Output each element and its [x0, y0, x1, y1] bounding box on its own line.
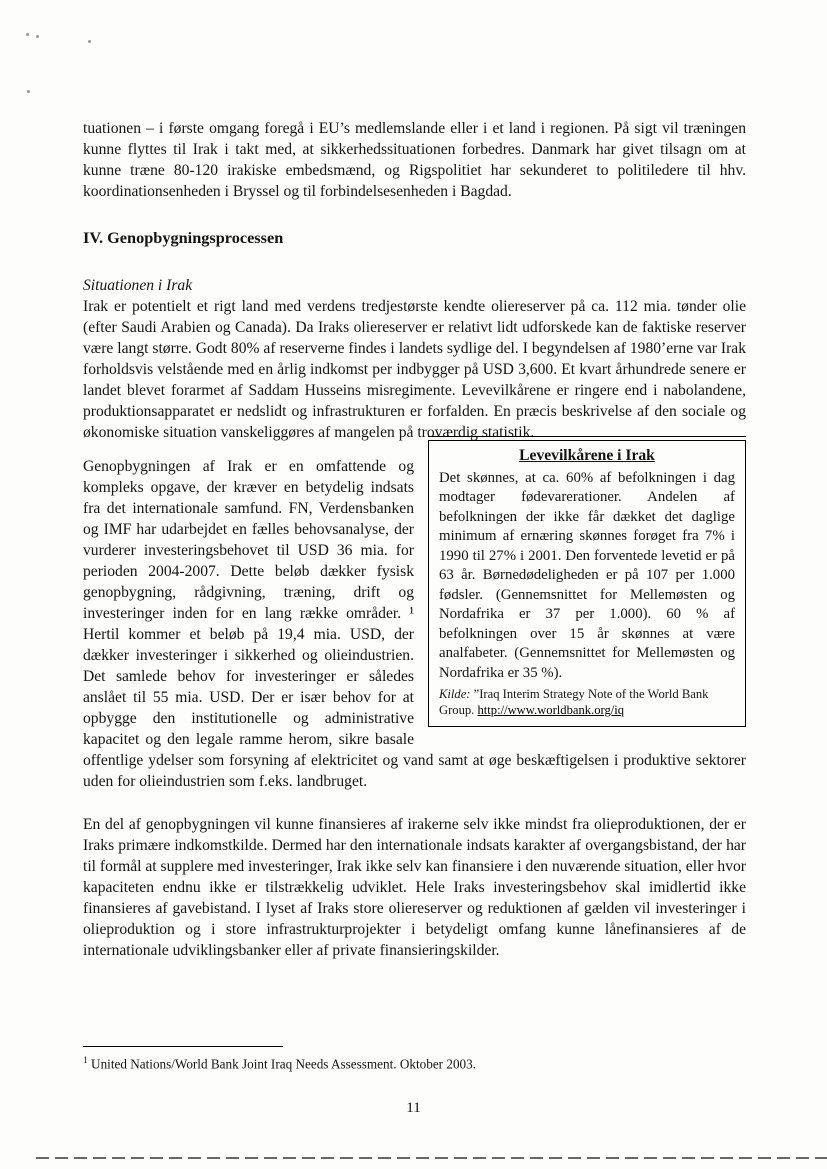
infobox-source	[439, 686, 735, 718]
infobox-body: Det skønnes, at ca. 60% af befolkningen i dag modtager fødevarerationer. Andelen af befolkningen der ikke får dækket det daglige minimum af ernæring skønnes forøget fra 7% i 1990 til 27% i 2001. Den forventede levetid er på 63 år. Børnedødeligheden er på 107 per 1.000 fødsler. (Gennemsnittet for Mellemøsten og Nordafrika er 37 per 1.000). 60 % af befolkningen over 15 år skønnes at være analfabeter. (Gennemsnittet for Mellemøsten og Nordafrika er 35 %).	[439, 469, 735, 681]
scan-artifact-dot	[36, 35, 39, 38]
scan-artifact-dot	[88, 40, 91, 43]
infobox-title: Levevilkårene i Irak	[519, 447, 655, 464]
source-text: ”Iraq Interim Strategy Note of the World Bank Group.	[439, 687, 709, 717]
situation-paragraph: Irak er potentielt et rigt land med verdens tredjestørste kendte oliereserver på ca. 112 mia. tønder olie (efter Saudi Arabien og Canada). Da Iraks oliereserver er relativt lidt udforskede kan de faktiske reserver være langt større. Godt 80% af reserverne findes i landets sydlige del. I begyndelsen af 1980’erne var Irak forholdsvis velstående med en årlig indkomst per indbygger på USD 3,600. Et kvart århundrede senere er landet blevet forarmet af Saddam Husseins misregimente. Levevilkårene er ringere end i nabolandene, produktionsapparatet er nedslidt og infrastrukturen er forfalden. En præcis beskrivelse af den sociale og økonomiske situation vanskeliggøres af mangelen på troværdig statistik.	[83, 298, 746, 441]
living-conditions-infobox	[428, 440, 746, 727]
scan-artifact-dot	[26, 33, 29, 36]
subsection-heading: Situationen i Irak	[83, 277, 193, 294]
page-content	[83, 118, 746, 961]
scan-artifact-dot	[27, 90, 30, 93]
footnote-text: United Nations/World Bank Joint Iraq Needs Assessment. Oktober 2003.	[91, 1056, 477, 1072]
page-number: 11	[406, 1100, 421, 1116]
worldbank-link[interactable]: http://www.worldbank.org/iq	[477, 703, 625, 717]
source-label: Kilde:	[439, 687, 471, 701]
footnote	[83, 1053, 746, 1072]
scan-artifact-line	[36, 1157, 827, 1159]
financing-paragraph: En del af genopbygningen vil kunne finansieres af irakerne selv ikke mindst fra olieproduktionen, der er Iraks primære indkomstkilde. Dermed har den internationale indsats karakter af overgangsbistand, der har til formål at supplere med investeringer, Irak ikke selv kan finansiere i den nuværende situation, eller hvor kapaciteten endnu ikke er tilstrækkelig udviklet. Hele Iraks investeringsbehov skal imidlertid ikke finansieres af gavebistand. I lyset af Iraks store oliereserver og reduktionen af gælden vil investeringer i olieproduktion og i store infrastrukturprojekter i betydeligt omfang kunne lånefinansieres af de internationale udviklingsbanker eller af private finansieringskilder.	[83, 816, 746, 959]
continuation-paragraph: tuationen – i første omgang foregå i EU’s medlemslande eller i et land i regionen. På sigt vil træningen kunne flyttes til Irak i takt med, at sikkerhedssituationen forbedres. Danmark har givet tilsagn om at kunne træne 80-120 irakiske embedsmænd, og Rigspolitiet har sekunderet to politiledere til hhv. koordinationsenheden i Bryssel og til forbindelsesenheden i Bagdad.	[83, 120, 746, 200]
section-heading: IV. Genopbygningsprocessen	[83, 228, 284, 247]
footnote-separator	[83, 1046, 283, 1047]
reconstruction-paragraph: Genopbygningen af Irak er en omfattende og kompleks opgave, der kræver en betydelig indsats fra det internationale samfund. FN, Verdensbanken og IMF har udarbejdet en fælles behovsanalyse, der vurderer investeringsbehovet til USD 36 mia. for perioden 2004-2007. Dette beløb dækker fysisk genopbygning, rådgivning, træning, drift og investeringer inden for en lang række områder. ¹ Hertil kommer et beløb på 19,4 mia. USD, der dækker investeringer i sikkerhed og olieindustrien. Det samlede behov for investeringer er således anslået til 55 mia. USD. Der er især behov for at opbygge den institutionelle og administrative kapacitet og den legale ramme herom, sikre basale offentlige ydelser som forsyning af elektricitet og vand samt at øge beskæftigelsen i produktive sektorer uden for olieindustrien som f.eks. landbruget.	[83, 458, 746, 790]
reconstruction-block	[83, 447, 746, 792]
footnote-marker: 1	[83, 1056, 88, 1066]
